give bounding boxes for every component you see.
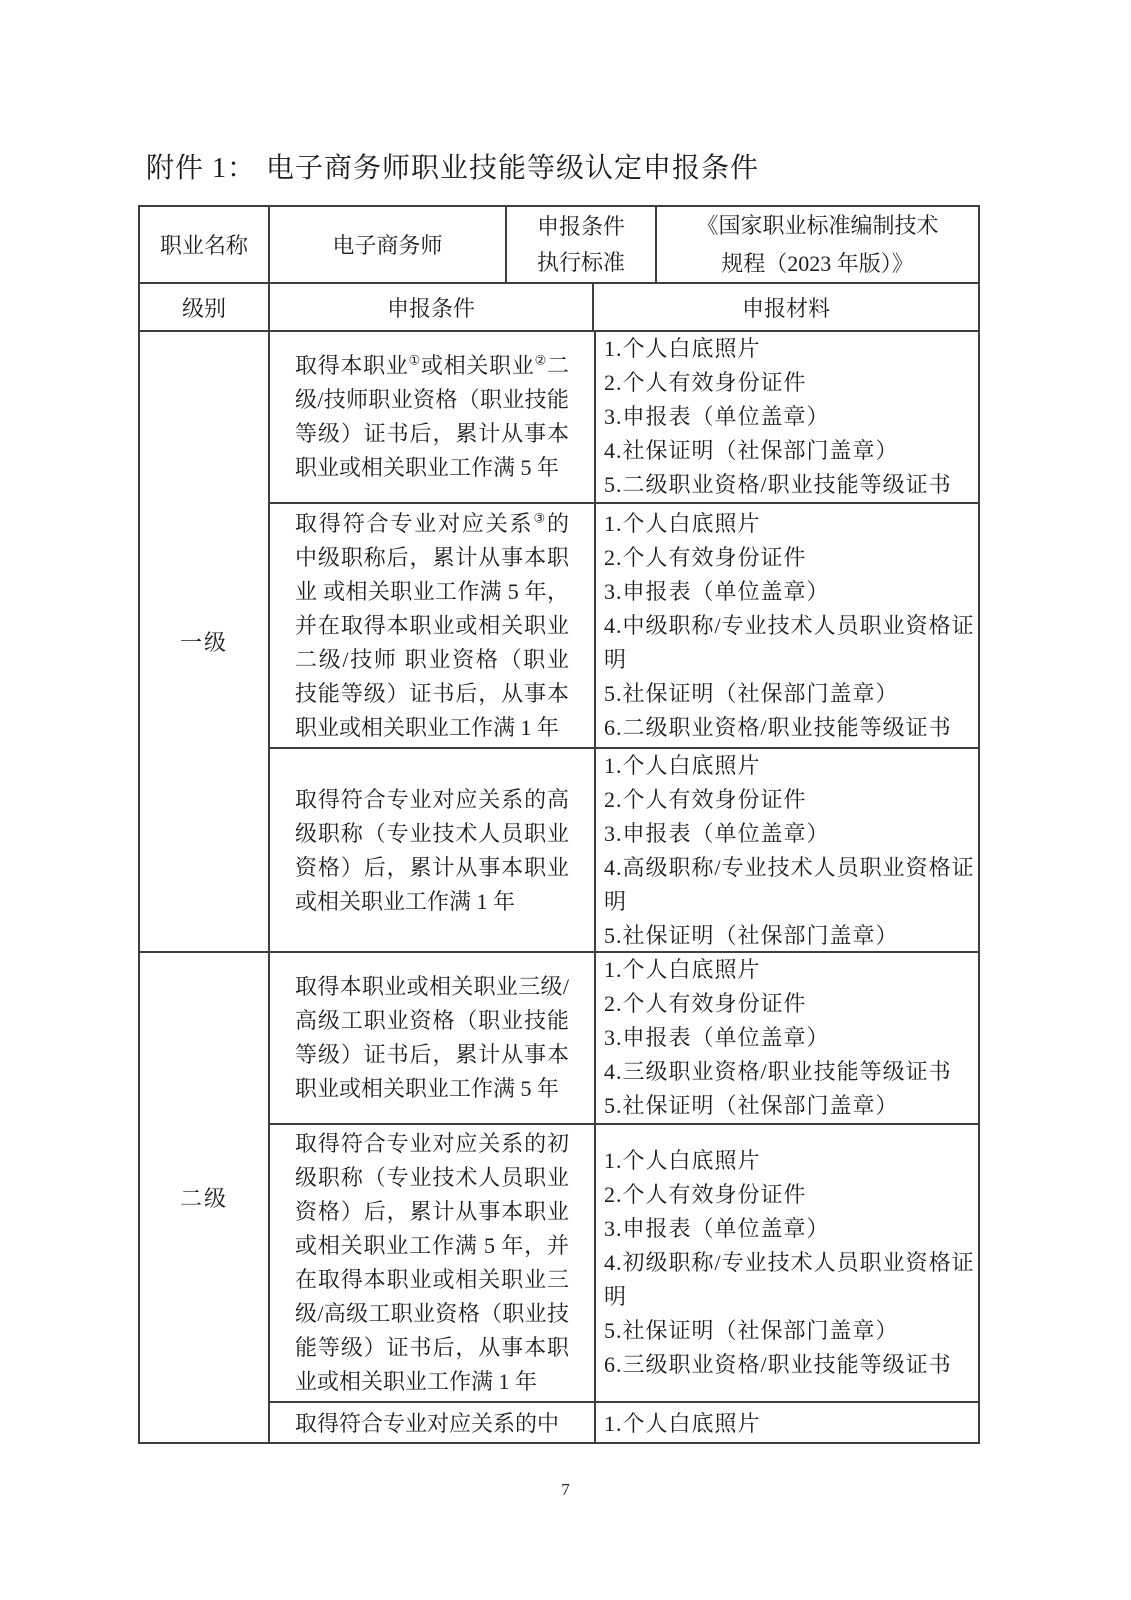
- materials-cell: [594, 504, 978, 747]
- material-item: 2.个人有效身份证件: [604, 1182, 807, 1207]
- table-row: [270, 747, 978, 953]
- table-row: [270, 953, 978, 1123]
- material-item: 5.社保证明（社保部门盖章）: [604, 1318, 899, 1343]
- conditions-column-header: 申报条件: [268, 284, 592, 330]
- title-text: 电子商务师职业技能等级认定申报条件: [266, 153, 760, 184]
- material-item: 1.个人白底照片: [604, 510, 761, 536]
- table-row: [270, 502, 978, 747]
- materials-cell: [594, 953, 978, 1123]
- material-item: 3.申报表（单位盖章）: [604, 821, 830, 846]
- level-1-band: [140, 330, 978, 951]
- materials-cell: [594, 1403, 978, 1444]
- occupation-name-label: 职业名称: [159, 233, 248, 258]
- table-row: [270, 1401, 978, 1444]
- table-row: [270, 332, 978, 502]
- material-item: 5.社保证明（社保部门盖章）: [604, 680, 899, 706]
- standard-label-line2: 执行标准: [536, 249, 625, 275]
- condition-cell: [270, 953, 594, 1123]
- material-item: 2.个人有效身份证件: [604, 370, 807, 395]
- table-header-row: [140, 207, 978, 282]
- material-item: 4.高级职称/专业技术人员职业资格证明: [604, 855, 975, 914]
- material-item: 3.申报表（单位盖章）: [604, 404, 830, 429]
- condition-text: 取得符合专业对应关系的高级职称（专业技术人员职业资格）后，累计从事本职业或相关职业工作满 1 年: [295, 787, 569, 914]
- level-2-band: [140, 951, 978, 1442]
- material-item: 4.三级职业资格/职业技能等级证书: [604, 1059, 952, 1084]
- material-item: 3.申报表（单位盖章）: [604, 1025, 830, 1050]
- standard-label-line1: 申报条件: [536, 213, 625, 239]
- standard-value-line1: 《国家职业标准编制技术: [696, 212, 939, 238]
- material-item: 4.初级职称/专业技术人员职业资格证明: [604, 1250, 975, 1309]
- condition-cell: [270, 504, 594, 747]
- material-item: 5.社保证明（社保部门盖章）: [604, 1093, 899, 1118]
- material-item: 5.社保证明（社保部门盖章）: [604, 923, 899, 948]
- material-item: 6.三级职业资格/职业技能等级证书: [604, 1352, 952, 1377]
- level-1-label: 一级: [179, 630, 228, 655]
- level-column-header: 级别: [181, 295, 226, 321]
- material-item: 1.个人白底照片: [604, 1148, 761, 1173]
- material-item: 4.中级职称/专业技术人员职业资格证明: [604, 612, 975, 672]
- material-item: 3.申报表（单位盖章）: [604, 578, 830, 604]
- material-item: 1.个人白底照片: [604, 753, 761, 778]
- condition-text: 取得符合专业对应关系③的中级职称后，累计从事本职业 或相关职业工作满 5 年，并在取得本职业或相关职业二级/技师 职业资格（职业技能等级）证书后，从事本职业或相关职业工作满 1 年: [295, 510, 569, 740]
- condition-cell: [270, 332, 594, 502]
- page-title: [146, 146, 759, 186]
- standard-value-line2: 规程（2023 年版）》: [721, 250, 914, 276]
- level-2-label: 二级: [179, 1186, 228, 1211]
- table-row: [270, 1123, 978, 1401]
- condition-text: 取得符合专业对应关系的中: [295, 1410, 560, 1436]
- material-item: 2.个人有效身份证件: [604, 991, 807, 1016]
- occupation-name-value: 电子商务师: [268, 207, 505, 282]
- material-item: 5.二级职业资格/职业技能等级证书: [604, 472, 952, 497]
- material-item: 3.申报表（单位盖章）: [604, 1216, 830, 1241]
- condition-cell: [270, 749, 594, 953]
- materials-cell: [594, 1125, 978, 1401]
- table-subheader-row: [140, 282, 978, 330]
- materials-column-header: 申报材料: [592, 284, 978, 330]
- material-item: 6.二级职业资格/职业技能等级证书: [604, 714, 952, 740]
- standard-label: [505, 207, 655, 282]
- materials-cell: [594, 332, 978, 502]
- condition-text: 取得符合专业对应关系的初级职称（专业技术人员职业资格）后，累计从事本职业或相关职业工作满 5 年，并在取得本职业或相关职业三级/高级工职业资格（职业技能等级）证书后，从事本职业或相关职业工作满 1 年: [295, 1131, 569, 1394]
- condition-cell: [270, 1403, 594, 1444]
- material-item: 2.个人有效身份证件: [604, 544, 807, 570]
- materials-cell: [594, 749, 978, 953]
- application-conditions-table: [138, 205, 980, 1444]
- material-item: 1.个人白底照片: [604, 336, 761, 361]
- condition-text: 取得本职业①或相关职业②二级/技师职业资格（职业技能等级）证书后，累计从事本职业或相关职业工作满 5 年: [295, 352, 569, 480]
- page-number: 7: [561, 1480, 570, 1499]
- condition-cell: [270, 1125, 594, 1401]
- condition-text: 取得本职业或相关职业三级/高级工职业资格（职业技能等级）证书后，累计从事本职业或相关职业工作满 5 年: [295, 974, 569, 1101]
- material-item: 4.社保证明（社保部门盖章）: [604, 438, 899, 463]
- material-item: 1.个人白底照片: [604, 1410, 761, 1436]
- material-item: 2.个人有效身份证件: [604, 787, 807, 812]
- attachment-label: 附件 1：: [146, 153, 257, 184]
- standard-value: [655, 207, 978, 282]
- material-item: 1.个人白底照片: [604, 957, 761, 982]
